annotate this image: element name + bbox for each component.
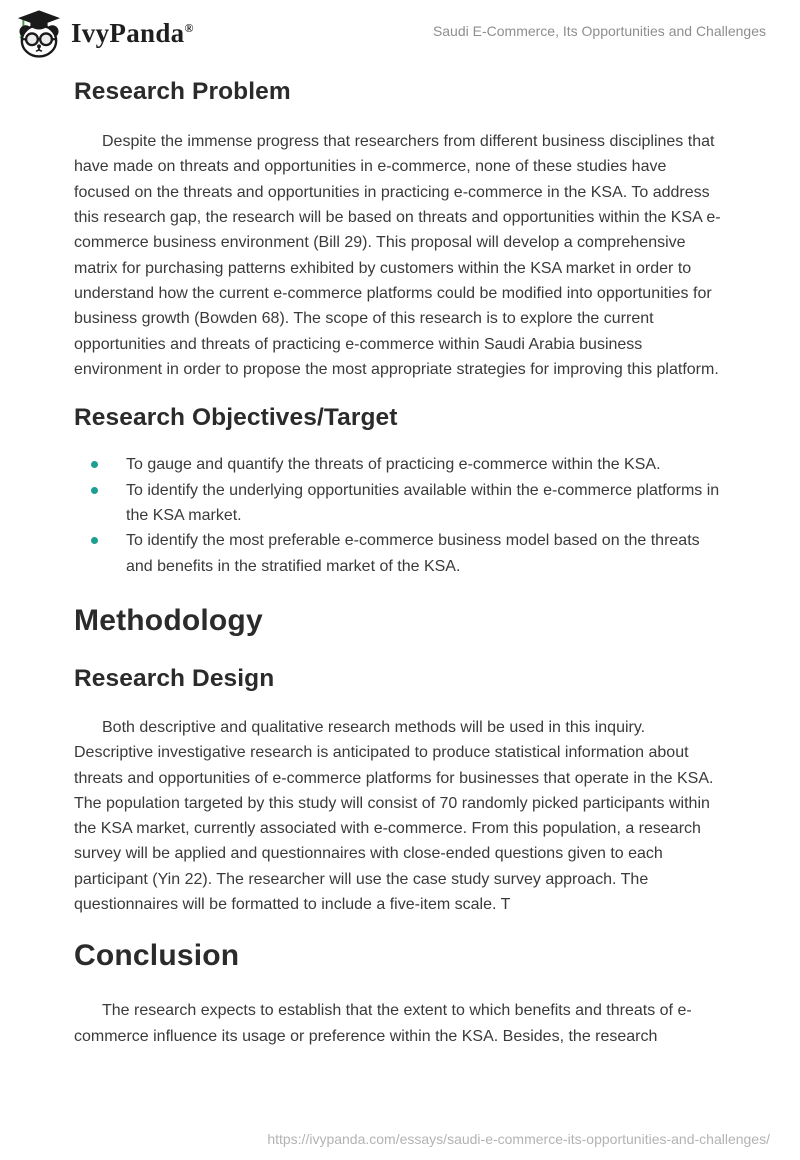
list-item bbox=[74, 528, 726, 579]
heading-research-problem: Research Problem bbox=[74, 78, 291, 105]
panda-graduation-cap-icon bbox=[14, 8, 64, 58]
list-item-text: To identify the underlying opportunities available within the e-commerce platforms in the KSA market. bbox=[126, 481, 720, 524]
list-item-text: To gauge and quantify the threats of practicing e-commerce within the KSA. bbox=[126, 456, 661, 474]
paragraph-conclusion: The research expects to establish that the extent to which benefits and threats of e-commerce influence its usage or preference within the KSA. Besides, the research bbox=[74, 1002, 692, 1045]
bullet-icon bbox=[91, 537, 98, 544]
heading-methodology: Methodology bbox=[74, 603, 263, 637]
paragraph-research-design: Both descriptive and qualitative research methods will be used in this inquiry. Descriptive investigative research is anticipated to produce statistical information about threats and opportunities of e-commerce platforms for businesses that operate in the KSA. The population targeted by this study will consist of 70 randomly picked participants within the KSA market, currently associated with e-commerce. From this population, a research survey will be applied and questionnaires with close-ended questions given to each participant (Yin 22). The researcher will use the case study survey approach. The questionnaires will be formatted to include a five-item scale. T bbox=[74, 718, 714, 914]
paragraph-research-problem: Despite the immense progress that researchers from different business disciplines that have made on threats and opportunities in e-commerce, none of these studies have focused on the threats and opportunities in practicing e-commerce in the KSA. To address this research gap, the research will be based on threats and opportunities within the KSA e-commerce business environment (Bill 29). This proposal will develop a comprehensive matrix for purchasing patterns exhibited by customers within the KSA market in order to understand how the current e-commerce platforms could be modified into opportunities for business growth (Bowden 68). The scope of this research is to explore the current opportunities and threats of practicing e-commerce within Saudi Arabia business environment in order to propose the most appropriate strategies for improving this platform. bbox=[74, 133, 721, 378]
document-body bbox=[74, 78, 726, 1049]
document-title: Saudi E-Commerce, Its Opportunities and Challenges bbox=[432, 23, 766, 39]
page-header bbox=[0, 0, 800, 64]
brand-text: IvyPanda bbox=[71, 17, 185, 48]
brand-name bbox=[71, 17, 194, 48]
page-footer bbox=[267, 1131, 770, 1147]
objectives-list bbox=[74, 452, 726, 578]
ivypanda-logo bbox=[14, 8, 194, 58]
registered-mark: ® bbox=[184, 20, 194, 35]
bullet-icon bbox=[91, 461, 98, 468]
source-url[interactable]: https://ivypanda.com/essays/saudi-e-commerce-its-opportunities-and-challenges/ bbox=[267, 1131, 770, 1147]
list-item-text: To identify the most preferable e-commerce business model based on the threats and benefits in the stratified market of the KSA. bbox=[126, 532, 700, 575]
heading-conclusion: Conclusion bbox=[74, 939, 240, 973]
bullet-icon bbox=[91, 487, 98, 494]
list-item bbox=[74, 452, 726, 477]
list-item bbox=[74, 478, 726, 529]
heading-research-objectives: Research Objectives/Target bbox=[74, 404, 398, 432]
heading-research-design: Research Design bbox=[74, 664, 275, 692]
